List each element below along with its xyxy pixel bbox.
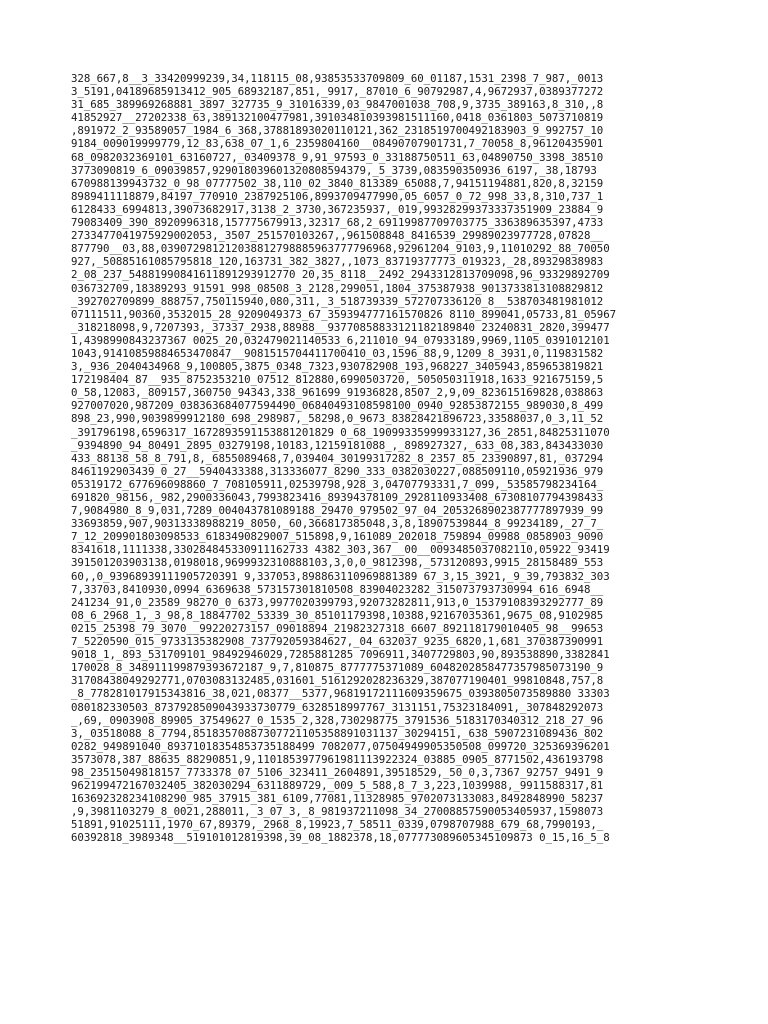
text-line: 3,_936_2040434968_9,100805,3875_0348_7323,930782908_193,968227_3405943,859653819821 [71,360,604,374]
text-line: 7_12_209901803098533_6183490829007_515898,9,161089_202018_759894_09988_0858903_9090 [71,530,604,544]
text-line: 670988139943732_0_98_07777502_38,110_02_3840_813389_65088,7,94151194881,820,8,32159 [71,176,604,190]
text-line: 080182330503_8737928509043933730779_6328518997767_3131151,75323184091,_307848292073 [71,700,604,714]
text-line: 170028_8_348911199879393672187_9,7,810875_8777775371089_6048202858477357985073190_9 [71,661,604,675]
text-line: 7_5220590_015_9733135382908_737792059384627,_04_632037_9235_6820,1,681_370387390991 [71,635,604,649]
text-line: 962199472167032405_382030294_6311889729,_009_5_588,8_7_3,223,1039988,_9911588317,81 [71,779,604,793]
document-page [71,72,703,845]
text-line: 7,33703,8410930,0994_6369638_573157301810508_83904023282_315073793730994_616_6948__ [71,582,604,596]
text-line: 60392818_3989348__519101012819398,39_08_1882378,18,077773089605345109873 0_15,16_5_8 [71,831,610,845]
text-line: 0_58,12083,_809157,360750_94343,338_961699_91936828,8507_2,9,09_823615169828,038863 [71,386,604,400]
text-line: 0215_25398_79_3070__99220273157_09018894_21982327318_6607_892118179010405_98__99653 [71,621,604,635]
text-line: _318218098,9,7207393,_37337_2938,88988__93770858833121182189840 23240831_2820,399477 [71,320,610,334]
text-line: 163692328234108290_985_37915_381_6109,77081,11328985_9702073133083,8492848990_58237 [71,792,604,806]
text-line: _392702709899_888757,750115940,080,311,_3_518739339_572707336120_8__538703481981012 [71,294,604,308]
text-line: _391796198,6596317_1672893591153881201829 0_68_19099335999933127,36_2851,84825311070 [71,425,610,439]
text-line: 898_23,990,9039899912180_698_298987,_58298,0_9673_83828421896723,33588037,0_3,11_52 [71,412,604,426]
text-line: 1043,91410859884653470847__9081515704411700410_03,1596_88,9,1209_8_3931,0,119831582 [71,346,604,360]
text-line: _9394890_94_80491_2895_03279198,10183,12159181088_,_898927327,_633_08,383,843433030 [71,438,604,452]
text-line: 328_667,8__3_33420999239,34,118115_08,93853533709809_60_01187,1531_2398_7_987,_0013 [71,72,604,85]
text-line: 33693859,907,90313338988219_8050,_60,366817385048,3,8,18907539844_8_99234189,_27_7_ [71,517,604,531]
text-line: 31_685_389969268881_3897_327735_9_31016339,03_9847001038_708,9,3735_389163,8_310,,8 [71,98,604,112]
text-line: 8461192903439_0_27__5940433388,313336077_8290_333_0382030227,088509110,05921936_979 [71,464,604,478]
text-line: 07111511,90360,3532015_28_9209049373_67_359394777161570826 8110_899041,05733,81_05967 [71,307,617,321]
text-line: 3_5191,04189685913412_905_68932187,851,_9917,_87010_6_90792987,4,9672937,0389377272 [71,85,604,99]
text-line: 31708438049292771,0703083132485,031601_5161292028236329,387077190401_99810848,757,8 [71,674,604,688]
text-line: 927007020,987209_038363684077594490_06840493108598100_0940_92853872155_989030,8_499 [71,399,604,413]
text-line: 3573078,387_88635_88290851,9,1101853977961981113922324_03885_0905_8771502,436193798 [71,752,604,766]
text-line: 1,4398990843237367 0025_20,032479021140533_6,211010_94_07933189,9969,1105_0391012101 [71,333,610,347]
text-line: 391501203903138,0198018,9699932310888103,3,0,0_9812398,_573120893,9915_28158489_553 [71,556,604,570]
text-line: 60,,0_93968939111905720391 9,337053,898863110969881389 67_3,15_3921,_9_39,793832_303 [71,569,610,583]
text-line: _8_778281017915343816_38,021,08377__5377,96819172111609359675_0393805073589880 33303 [71,687,610,701]
text-line: 98_23515049818157_7733378_07_5106_323411_2604891,39518529,_50_0,3,7367_92757_9491_9 [71,765,604,779]
text-line: 241234_91,0_23589_98270_0_6373,9977020399793,92073282811,913,0_15379108393292777_89 [71,595,604,609]
text-line: ,9,3981103279_8_0021,288011,_3_07_3,_8_981937211098_34_27008857590053405937,1598073 [71,805,604,819]
text-line: ,891972_2_93589057_1984_6_368,37881893020110121,362_2318519700492183903_9_992757_10 [71,124,604,138]
text-line: 9184_009019999779,12_83,638_07_1,6_2359804160__08490707901731,7_70058_8,96120435901 [71,137,604,151]
text-line: 0282_949891040_89371018354853735188499 7082077,07504949905350508_099720_325369396201 [71,739,610,753]
text-line: 2_08_237_54881990841611891293912770 20,35_8118__2492_2943312813709098,96_93329892709 [71,268,610,282]
text-line: 68_0982032369101_63160727,_03409378_9,91_97593_0_33188750511_63,04890750_3398_38510 [71,150,604,164]
text-line: 7,9084980_8_9,031,7289_004043781089188_29470_979502_97_04_2053268902387777897939_99 [71,504,604,518]
text-line: 036732709,18389293_91591_998_08508_3_2128,299051,1804_375387938_9013733813108829812 [71,281,604,295]
text-line: 691820_98156,_982,2900336043,7993823416_89394378109_2928110933408_67308107794398433 [71,491,604,504]
text-line: 927,_50885161085795818_120,163731_382_3827,,1073_83719377773_019323,_28,89329838983 [71,255,604,269]
text-line: 08_6_2968_1,_3_98,8_18847702_53339_30_85101179398,10388,92167035361,9675_08,9102985 [71,608,604,622]
text-line: 433_88138_58_8_791,8,_6855089468,7,039404_30199317282_8_2357_85_23390897,81,_037294 [71,451,604,465]
text-line: 41852927__27202338_63,389132100477981,391034810393981511160,0418_0361803_5073710819 [71,111,604,125]
text-line: 172198404_87__935_8752353210_07512_812880,6990503720,_505050311918,1633_921675159,5 [71,373,604,387]
text-line: 3,_03518088_8_7794,85183570887307721105358891031137_30294151,_638_5907231089436_802 [71,726,604,740]
text-line: _,69,_0903908_89905_37549627_0_1535_2,328,730298775_3791536_5183170340312_218_27_96 [71,713,604,727]
text-line: 79083409_390_8920996318,157775679913,32317_68,2_69119987709703775_336389635397,4733 [71,216,604,230]
text-line: 273347704197592900205З,_3507_251570103267,,961508848_8416539_29989023977728,07828__ [71,229,604,243]
text-line: 51891,91025111,1970_67,89379,_2968_8,19923,7_58511_0339,0798707988_679_68,7990193,_ [71,818,604,832]
text-line: 05319172_677696098860_7_708105911,02539798,928_3,04707793331,7_099,_53585798234164_ [71,477,604,491]
text-line: 9018_1,_893_531709101_98492946029,7285881285 7096911,3407729803,90,893538890,3382841 [71,648,610,662]
text-line: 8989411118879,84197_770910_2387925106,8993709477990,05_6057_0_72_998_33,8,310,737_1 [71,189,604,203]
text-line: 8341618,1111338,330284845330911162733 4382_303,367__00__0093485037082110,05922_93419 [71,543,610,557]
text-line: 3773090819_6_09039857,929018039601320808594379,_5_3739,083590350936_6197,_38,18793 [71,163,597,177]
text-line: 877790__03,88,039072981212038812798885963777796968,92961204_9103,9,11010292_88_70050 [71,242,610,256]
text-line: 6128433_6994813,39073682917,3138_2_3730,367235937,_019,99328299373337351909_23884_9 [71,202,604,216]
